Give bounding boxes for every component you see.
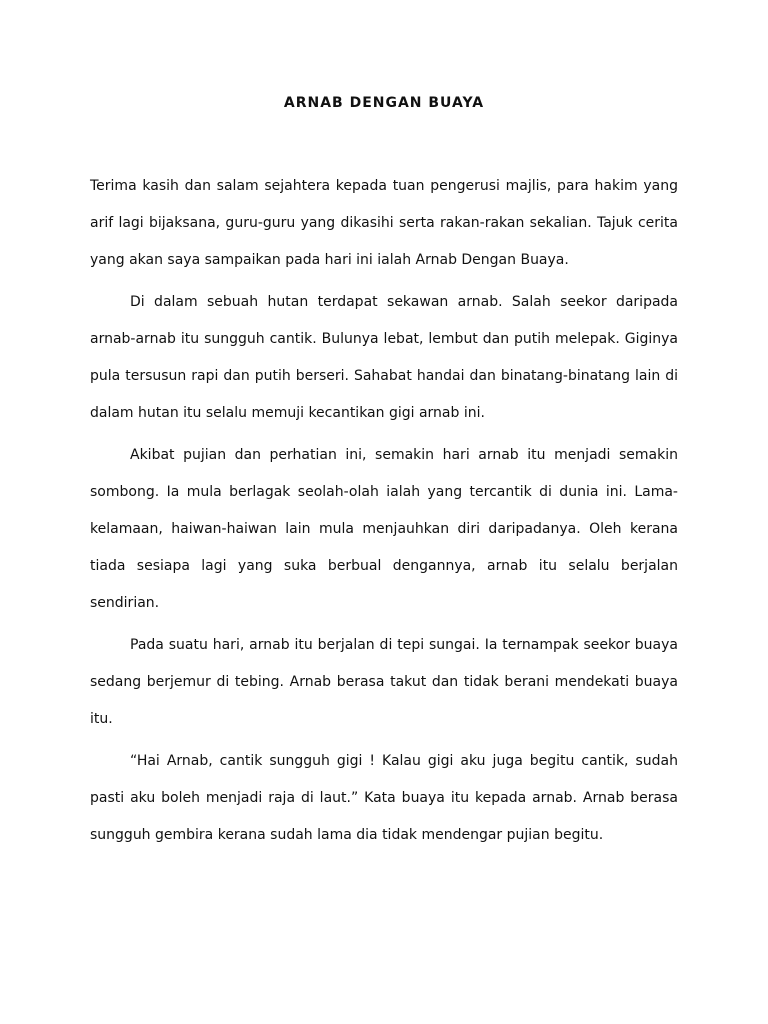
paragraph-1: Terima kasih dan salam sejahtera kepada tuan pengerusi majlis, para hakim yang arif lagi bijaksana, guru-guru yang dikasihi serta rakan-rakan sekalian. Tajuk cerita yang akan saya sampaikan pada hari ini ialah Arnab Dengan Buaya. (90, 178, 678, 268)
paragraph-2: Di dalam sebuah hutan terdapat sekawan arnab. Salah seekor daripada arnab-arnab itu sungguh cantik. Bulunya lebat, lembut dan putih melepak. Giginya pula tersusun rapi dan putih berseri. Sahabat handai dan binatang-binatang lain di dalam hutan itu selalu memuji kecantikan gigi arnab ini. (90, 294, 678, 421)
paragraph-5: “Hai Arnab, cantik sungguh gigi ! Kalau gigi aku juga begitu cantik, sudah pasti aku boleh menjadi raja di laut.” Kata buaya itu kepada arnab. Arnab berasa sungguh gembira kerana sudah lama dia tidak mendengar pujian begitu. (90, 753, 678, 843)
paragraph-4: Pada suatu hari, arnab itu berjalan di tepi sungai. Ia ternampak seekor buaya sedang berjemur di tebing. Arnab berasa takut dan tidak berani mendekati buaya itu. (90, 637, 678, 727)
document-title: ARNAB DENGAN BUAYA (283, 95, 485, 111)
paragraph-3: Akibat pujian dan perhatian ini, semakin hari arnab itu menjadi semakin sombong. Ia mula berlagak seolah-olah ialah yang tercantik di dunia ini. Lama-kelamaan, haiwan-haiwan lain mula menjauhkan diri daripadanya. Oleh kerana tiada sesiapa lagi yang suka berbual dengannya, arnab itu selalu berjalan sendirian. (90, 447, 678, 611)
document-body (90, 168, 678, 854)
